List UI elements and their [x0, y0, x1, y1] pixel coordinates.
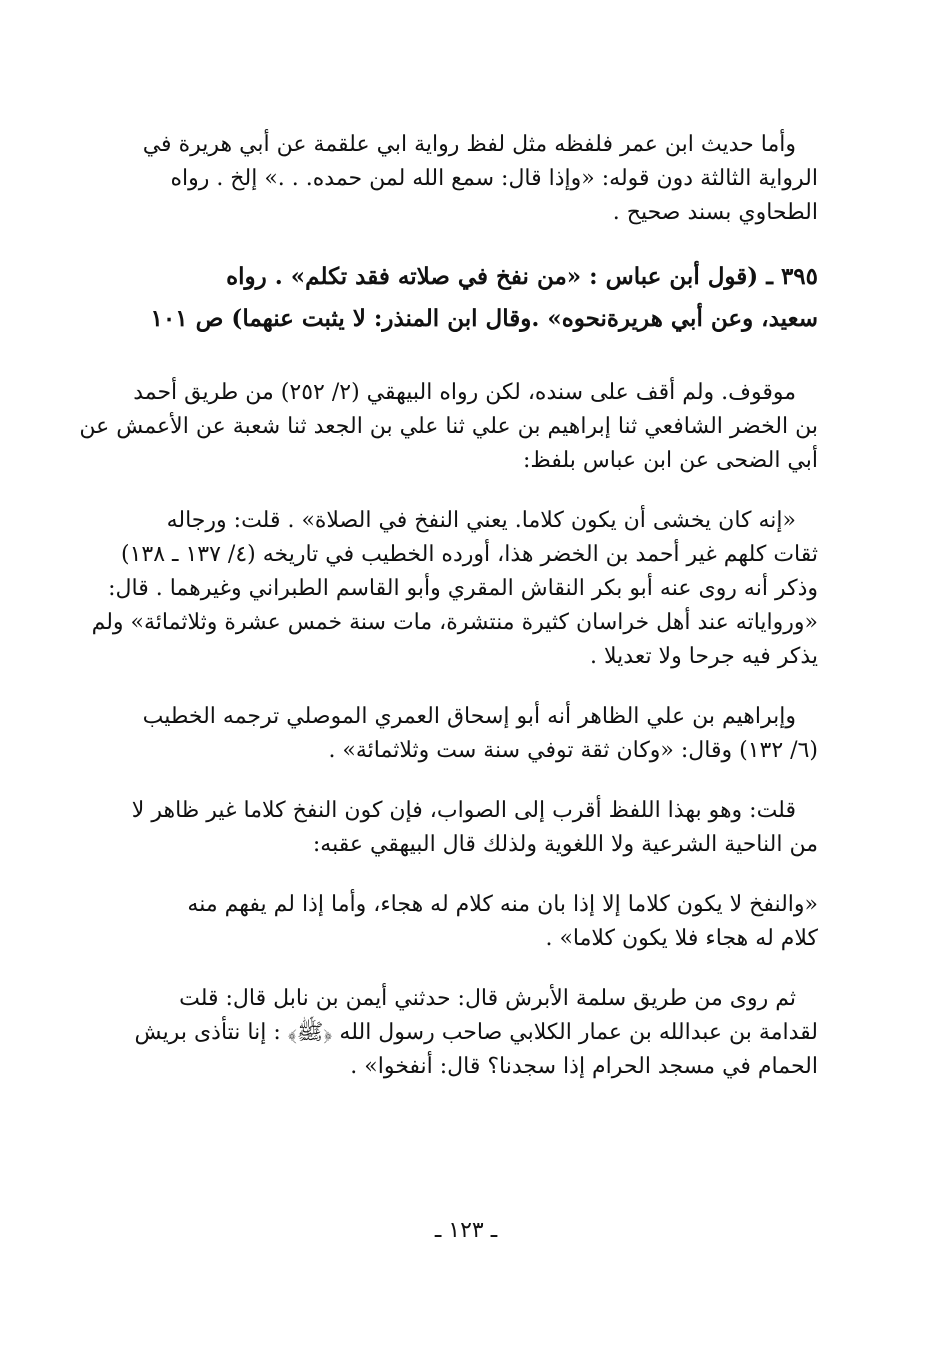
paragraph-abu-hurayra-narration	[138, 128, 818, 230]
text-line: لقدامة بن عبدالله بن عمار الكلابي صاحب رسول الله ﴿ﷺ﴾ : إنا نتأذى بريش	[134, 1020, 818, 1045]
text-line: الرواية الثالثة دون قوله: «وإذا قال: سمع الله لمن حمده. . .» إلخ . رواه	[170, 166, 818, 191]
text-line: موقوف. ولم أقف على سنده، لكن رواه البيهقي (٢/ ٢٥٢) من طريق أحمد	[133, 380, 796, 405]
text-line: بن الخضر الشافعي ثنا إبراهيم بن علي ثنا علي بن الجعد ثنا شعبة عن الأعمش عن	[79, 414, 818, 439]
text-line: وأما حديث ابن عمر فلفظه مثل لفظ رواية ابي علقمة عن أبي هريرة في	[142, 132, 796, 157]
paragraph-mawquf	[79, 376, 818, 478]
heading-line: سعيد، وعن أبي هريرةنحوه» .وقال ابن المنذر: لا يثبت عنهما) ص ١٠١	[150, 305, 818, 332]
text-line: ثقات كلهم غير أحمد بن الخضر هذا، أورده الخطيب في تاريخه (٤/ ١٣٧ ـ ١٣٨)	[120, 542, 818, 567]
text-line: قلت: وهو بهذا اللفظ أقرب إلى الصواب، فإن كون النفخ كلاما غير ظاهر لا	[131, 798, 796, 823]
paragraph-rijal-thiqat	[91, 504, 818, 674]
paragraph-salama-al-abrash	[134, 982, 818, 1084]
text-line: وإبراهيم بن علي الظاهر أنه أبو إسحاق العمري الموصلي ترجمه الخطيب	[142, 704, 796, 729]
text-line: وذكر أنه روى عنه أبو بكر النقاش المقري وأبو القاسم الطبراني وغيرهما . قال:	[108, 576, 818, 601]
text-line: «ورواياته عند أهل خراسان كثيرة منتشرة، مات سنة خمس عشرة وثلاثمائة» ولم	[91, 610, 818, 635]
paragraph-qultu	[131, 794, 818, 862]
text-line: الطحاوي بسند صحيح .	[612, 200, 818, 225]
paragraph-bayhaqi-quote	[138, 888, 818, 956]
text-line: يذكر فيه جرحا ولا تعديلا .	[590, 644, 818, 669]
text-line: الحمام في مسجد الحرام إذا سجدنا؟ قال: أنفخوا» .	[350, 1054, 818, 1079]
heading-line: ٣٩٥ ـ (قول أبن عباس : «من نفخ في صلاته فقد تكلم» . رواه	[226, 263, 818, 290]
document-body	[79, 128, 818, 1110]
text-line: «إنه كان يخشى أن يكون كلاما. يعني النفخ في الصلاة» . قلت: ورجاله	[166, 508, 796, 533]
paragraph-ibrahim-bin-ali	[138, 700, 818, 768]
hadith-heading-395	[138, 256, 818, 340]
text-line: «والنفخ لا يكون كلاما إلا إذا بان منه كلام له هجاء، وأما إذا لم يفهم منه	[187, 892, 818, 917]
text-line: أبي الضحى عن ابن عباس بلفظ:	[523, 448, 818, 473]
text-line: من الناحية الشرعية ولا اللغوية ولذلك قال البيهقي عقبه:	[312, 832, 818, 857]
text-line: (٦/ ١٣٢) وقال: «وكان ثقة توفي سنة ست وثلاثمائة» .	[328, 738, 818, 763]
text-line: ثم روى من طريق سلمة الأبرش قال: حدثني أيمن بن نابل قال: قلت	[179, 986, 796, 1011]
page-number: ـ ١٢٣ ـ	[434, 1218, 498, 1243]
text-line: كلام له هجاء فلا يكون كلاما» .	[545, 926, 818, 951]
